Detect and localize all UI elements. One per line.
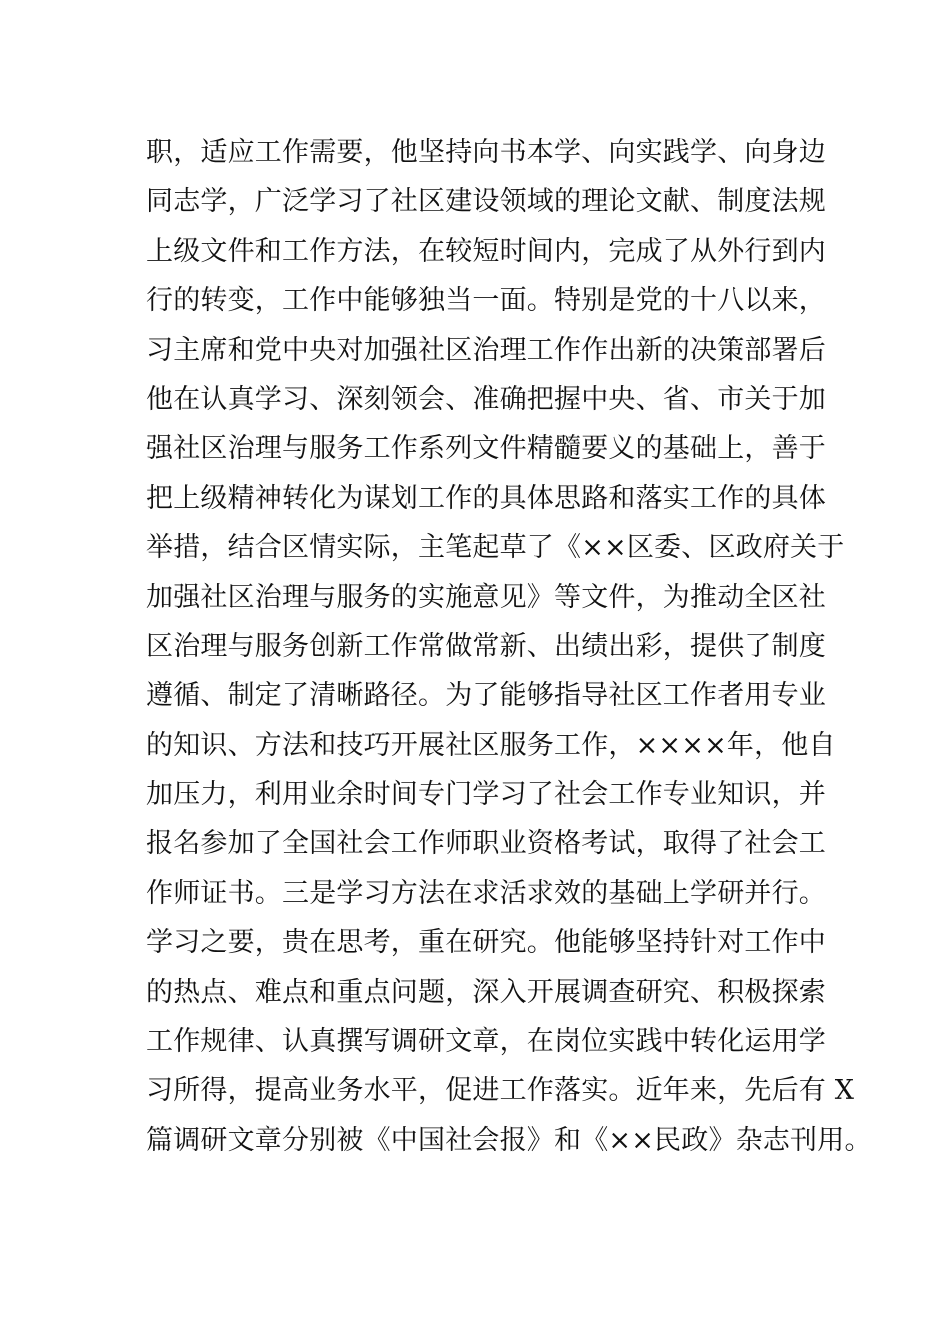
text-line: 加强社区治理与服务的实施意见》等文件，为推动全区社: [146, 581, 826, 613]
text-line: 行的转变，工作中能够独当一面。特别是党的十八以来，: [146, 285, 826, 317]
text-line: 上级文件和工作方法，在较短时间内，完成了从外行到内: [146, 235, 826, 267]
text-line: 职，适应工作需要，他坚持向书本学、向实践学、向身边: [146, 137, 826, 168]
text-line: 把上级精神转化为谋划工作的具体思路和落实工作的具体: [146, 482, 826, 514]
text-line: 强社区治理与服务工作系列文件精髓要义的基础上，善于: [146, 433, 826, 465]
text-line: 的热点、难点和重点问题，深入开展调查研究、积极探索: [146, 976, 826, 1008]
text-line: 遵循、制定了清晰路径。为了能够指导社区工作者用专业: [146, 680, 826, 712]
text-line: 工作规律、认真撰写调研文章，在岗位实践中转化运用学: [146, 1026, 826, 1058]
text-line: 的知识、方法和技巧开展社区服务工作，××××年，他自: [146, 729, 836, 761]
text-line: 学习之要，贵在思考，重在研究。他能够坚持针对工作中: [146, 927, 826, 959]
text-line: 举措，结合区情实际，主笔起草了《××区委、区政府关于: [146, 532, 845, 564]
text-line: 习主席和党中央对加强社区治理工作作出新的决策部署后: [146, 334, 826, 366]
text-line: 同志学，广泛学习了社区建设领域的理论文献、制度法规: [146, 186, 826, 218]
text-line: 报名参加了全国社会工作师职业资格考试，取得了社会工: [146, 828, 826, 860]
text-line: 作师证书。三是学习方法在求活求效的基础上学研并行。: [146, 877, 826, 909]
body-paragraph: [146, 128, 872, 1165]
text-line: 他在认真学习、深刻领会、准确把握中央、省、市关于加: [146, 383, 826, 415]
text-line: 篇调研文章分别被《中国社会报》和《××民政》杂志刊用。: [146, 1124, 872, 1156]
text-line: 习所得，提高业务水平，促进工作落实。近年来，先后有 X: [146, 1075, 855, 1107]
text-line: 区治理与服务创新工作常做常新、出绩出彩，提供了制度: [146, 630, 826, 662]
text-line: 加压力，利用业余时间专门学习了社会工作专业知识，并: [146, 779, 826, 811]
